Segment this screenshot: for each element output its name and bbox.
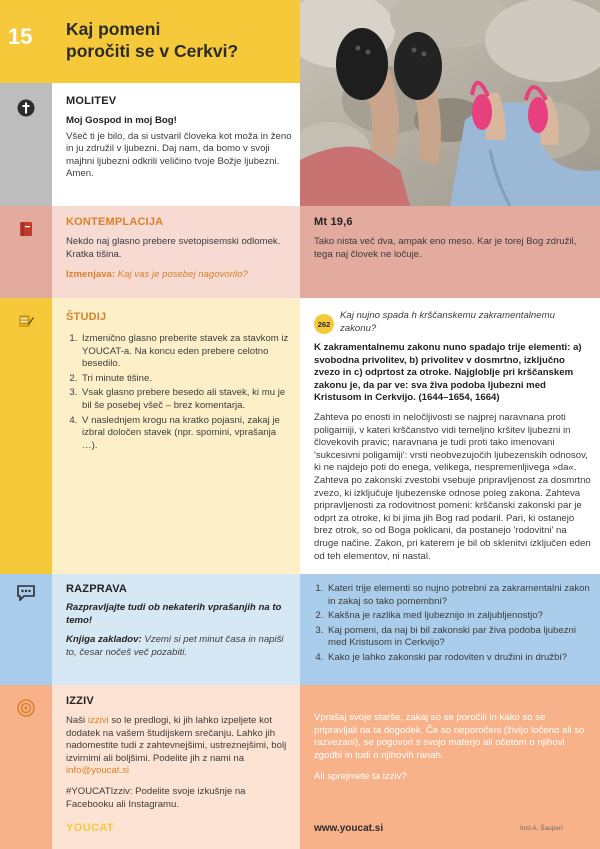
molitev-subheading: Moj Gospod in moj Bog! bbox=[66, 115, 177, 126]
question-item: 3. Kaj pomeni, da naj bi bil zakonski par živa podoba ljubezni med Kristusom in Cerkvijo? bbox=[326, 625, 594, 650]
speech-bubble-icon bbox=[16, 583, 36, 603]
lesson-number: 15 bbox=[8, 24, 33, 49]
kontemplacija-question bbox=[66, 269, 292, 282]
kontemplacija-heading: KONTEMPLACIJA bbox=[66, 216, 164, 228]
molitev-section bbox=[66, 95, 292, 181]
youcat-question: Kaj nujno spada h krščanskemu zakramentalnemu zakonu? bbox=[340, 310, 555, 334]
target-icon bbox=[16, 698, 36, 718]
scripture-reference: Mt 19,6 bbox=[314, 216, 353, 228]
page-title-line2: poročiti se v Cerkvi? bbox=[66, 41, 239, 61]
page-title-line1: Kaj pomeni bbox=[66, 19, 161, 39]
question-item: 4. Kako je lahko zakonski par rodoviten v družini in družbi? bbox=[326, 652, 594, 665]
youcat-answer bbox=[314, 342, 592, 563]
izziv-heading: IZZIV bbox=[66, 695, 94, 707]
kontemplacija-text: Nekdo naj glasno prebere svetopisemski odlomek. Kratka tišina. bbox=[66, 236, 281, 260]
razprava-section bbox=[66, 583, 294, 659]
youcat-number: 262 bbox=[317, 319, 331, 329]
footer-brand: YOUCAT bbox=[66, 822, 115, 834]
challenge-section bbox=[314, 712, 590, 784]
studij-step: 4. V naslednjem krogu na kratko pojasni, zakaj je izbral določen stavek (npr. spomini, vprašanja …). bbox=[80, 415, 294, 453]
izziv-text bbox=[66, 715, 294, 778]
studij-steps bbox=[66, 333, 294, 452]
scripture-section bbox=[314, 216, 590, 261]
studij-section bbox=[66, 311, 294, 454]
youcat-body: Zahteva po enosti in neločljivosti se najprej naravnana proti poligamiji, v kateri krščanstvo vidi temeljno kršitev ljubezni in človekovih pravic; naravnana je tudi proti tako imenovani 'sukcesivni poligamiji': vrsti neobvezujočih ljubezenskih odnosov, ki ne najdejo poti do enega, velikega, nespremenljivega »da«. Zahteva po zakonski zvestobi vsebuje pripravljenost za dosmrtno zvezo, ki izključuje ljubezenske odnose poleg zakona. Zahteva pripravljenosti za rodovitnost pomeni: krščanski zakonski par je odprt za otroke, ki bi jima jih Bog rad podaril. Pari, ki ostanejo brez otrok, so od Boga poklicani, da postanejo 'rodovitni' na druge načine. Zakon, pri katerem je bil ob sklenitvi izključen eden od teh elementov, ni nastal. bbox=[314, 411, 591, 562]
izziv-text-post: so le predlogi, ki jih lahko izpeljete kot dodatek na vašem študijskem srečanju. Lahko jih nadomestite tudi z zahtevnejšimi, ustreznejšimi, bolj izvirnimi ali boljšimi. Podelite jih z nami na bbox=[66, 715, 287, 764]
book-label: Knjiga zakladov: bbox=[66, 634, 142, 646]
book-of-treasures bbox=[66, 634, 294, 659]
molitev-amen: Amen. bbox=[66, 168, 94, 180]
kontemplacija-section bbox=[66, 216, 292, 282]
pencil-note-icon bbox=[16, 311, 36, 331]
youcat-number-badge bbox=[314, 314, 334, 334]
photo-credit: foto A. Šauperl bbox=[520, 825, 563, 832]
challenge-cta: Ali sprejmete ta izziv? bbox=[314, 771, 407, 783]
izziv-text-pre: Naši bbox=[66, 715, 86, 726]
book-text: Vzemi si pet minut časa in napiši to, česar nočeš več pozabiti. bbox=[66, 634, 284, 658]
question-item: 2. Kakšna je razlika med ljubeznijo in zaljubljenostjo? bbox=[326, 610, 594, 623]
molitev-text: Všeč ti je bilo, da si ustvaril človeka kot moža in ženo in ju združil v ljubezni. Daj nam, da bomo v svoji majhni ljubezni odkrili veličino tvoje Božje ljubezni. bbox=[66, 130, 292, 167]
razprava-heading: RAZPRAVA bbox=[66, 583, 128, 595]
hashtag-text: #YOUCATIzziv: Podelite svoje izkušnje na Facebooku ali Instagramu. bbox=[66, 785, 246, 810]
book-icon bbox=[16, 219, 36, 239]
razprava-questions bbox=[314, 583, 594, 667]
studij-step: 2. Tri minute tišine. bbox=[80, 373, 294, 386]
razprava-prompt: Razpravljajte tudi ob nekaterih vprašanjih na to temo! bbox=[66, 602, 282, 626]
studij-gutter bbox=[0, 298, 52, 574]
studij-step: 3. Vsak glasno prebere besedo ali stavek, ki mu je bil še posebej všeč – brez komentarja. bbox=[80, 387, 294, 412]
email-link[interactable]: info@youcat.si bbox=[66, 765, 130, 777]
scripture-text: Tako nista več dva, ampak eno meso. Kar je torej Bog združil, tega naj človek ne ločuje. bbox=[314, 236, 577, 260]
studij-heading: ŠTUDIJ bbox=[66, 311, 107, 323]
izziv-section bbox=[66, 695, 294, 811]
challenge-text: Vprašaj svoje starše, zakaj so se poročili in kako so se pripravljali na ta dogodek. Če so neporočeni (živijo ločeno ali so razvezani), se pogovori s svojo materjo ali očetom o njihovi zgodbi in tudi o njihovih ranah. bbox=[314, 712, 585, 761]
molitev-heading: MOLITEV bbox=[66, 95, 117, 107]
izziv-highlight: izzivi bbox=[87, 715, 109, 726]
question-item: 1. Kateri trije elementi so nujno potrebni za zakramentalni zakon in zakaj so tako pomembni? bbox=[326, 583, 594, 608]
photo-feet-on-rocks bbox=[300, 0, 600, 206]
question-text: Kaj vas je posebej nagovorilo? bbox=[117, 269, 248, 281]
youcat-answer-bold: K zakramentalnemu zakonu nuno spadajo trije elementi: a) svobodna privolitev, b) privolitev v dosmrtno, izključno zvezo in c) odprtost za otroke. Najgloblje pri krščanskem zakonu je, da par ve: sva živa podoba ljubezni med Kristusom in Cerkvijo. (1644–1654, 1664) bbox=[314, 342, 582, 404]
page-title bbox=[66, 18, 298, 62]
studij-step: 1. Izmenično glasno preberite stavek za stavkom iz YOUCAT-a. Na koncu eden prebere celotno besedilo. bbox=[80, 333, 294, 371]
footer-url[interactable]: www.youcat.si bbox=[314, 823, 384, 834]
question-label: Izmenjava: bbox=[66, 269, 116, 281]
questions-list bbox=[314, 583, 594, 665]
cross-icon bbox=[16, 98, 36, 118]
